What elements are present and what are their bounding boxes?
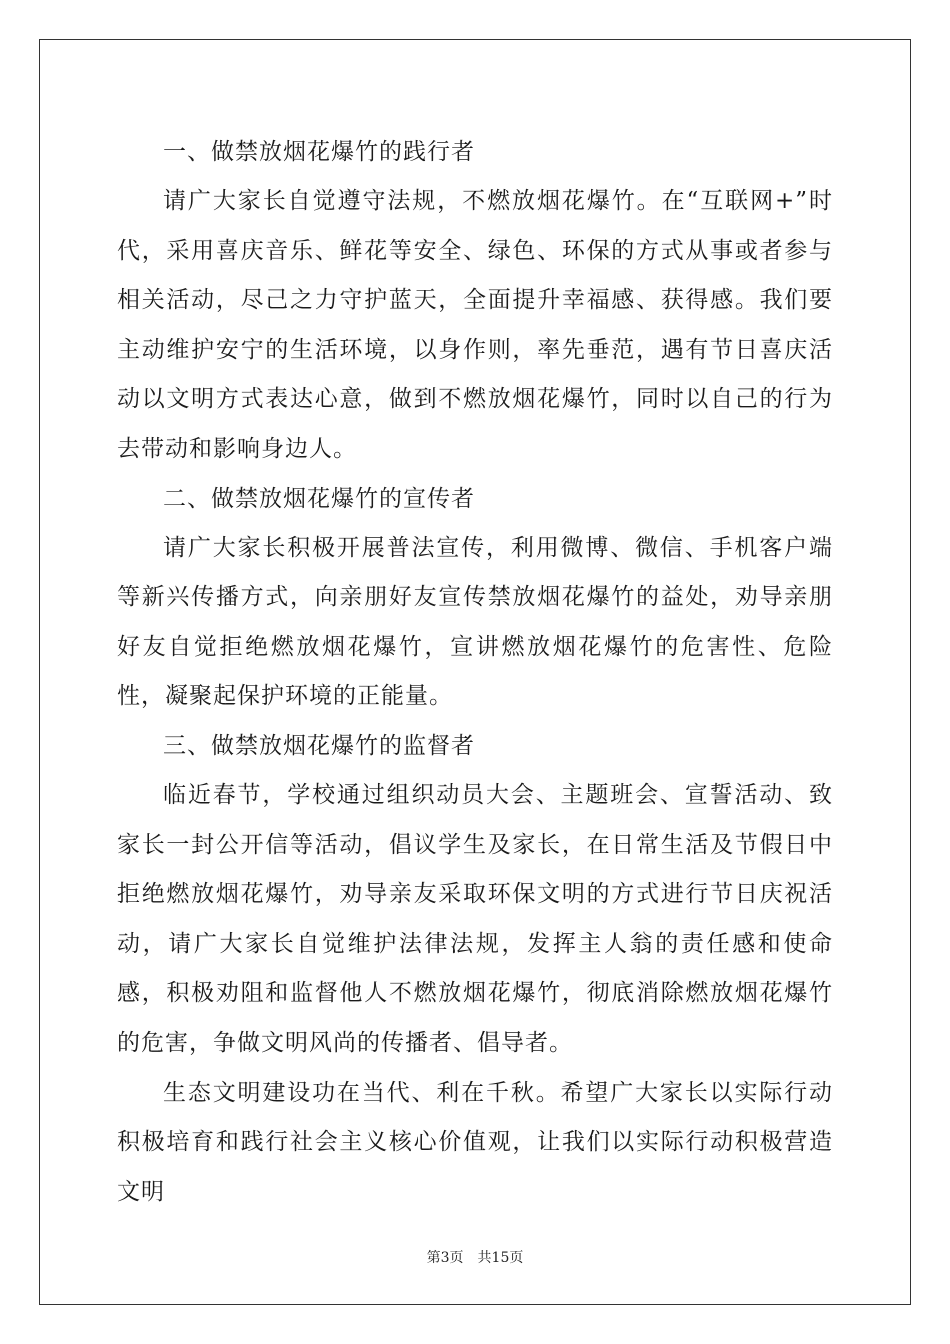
section-paragraph-1: 请广大家长自觉遵守法规，不燃放烟花爆竹。在“互联网+”时代，采用喜庆音乐、鲜花等安全、绿色、环保的方式从事或者参与相关活动，尽己之力守护蓝天，全面提升幸福感、获得感。我们要主动维护安宁的生活环境，以身作则，率先垂范，遇有节日喜庆活动以文明方式表达心意，做到不燃放烟花爆竹，同时以自己的行为去带动和影响身边人。 [117, 188, 833, 462]
section-heading-1: 一、做禁放烟花爆竹的践行者 [163, 139, 475, 165]
page-number-footer: 第3页 共15页 [426, 1250, 524, 1266]
section-heading-2: 二、做禁放烟花爆竹的宣传者 [163, 485, 475, 512]
document-body [117, 128, 833, 1205]
section-paragraph-2: 请广大家长积极开展普法宣传，利用微博、微信、手机客户端等新兴传播方式，向亲朋好友宣传禁放烟花爆竹的益处，劝导亲朋好友自觉拒绝燃放烟花爆竹，宣讲燃放烟花爆竹的危害性、危险性，凝聚起保护环境的正能量。 [117, 534, 833, 710]
section-heading-3: 三、做禁放烟花爆竹的监督者 [163, 732, 475, 759]
closing-paragraph: 生态文明建设功在当代、利在千秋。希望广大家长以实际行动积极培育和践行社会主义核心价值观，让我们以实际行动积极营造文明 [117, 1079, 833, 1205]
section-paragraph-3: 临近春节，学校通过组织动员大会、主题班会、宣誓活动、致家长一封公开信等活动，倡议学生及家长，在日常生活及节假日中拒绝燃放烟花爆竹，劝导亲友采取环保文明的方式进行节日庆祝活动，请广大家长自觉维护法律法规，发挥主人翁的责任感和使命感，积极劝阻和监督他人不燃放烟花爆竹，彻底消除燃放烟花爆竹的危害，争做文明风尚的传播者、倡导者。 [117, 781, 833, 1056]
